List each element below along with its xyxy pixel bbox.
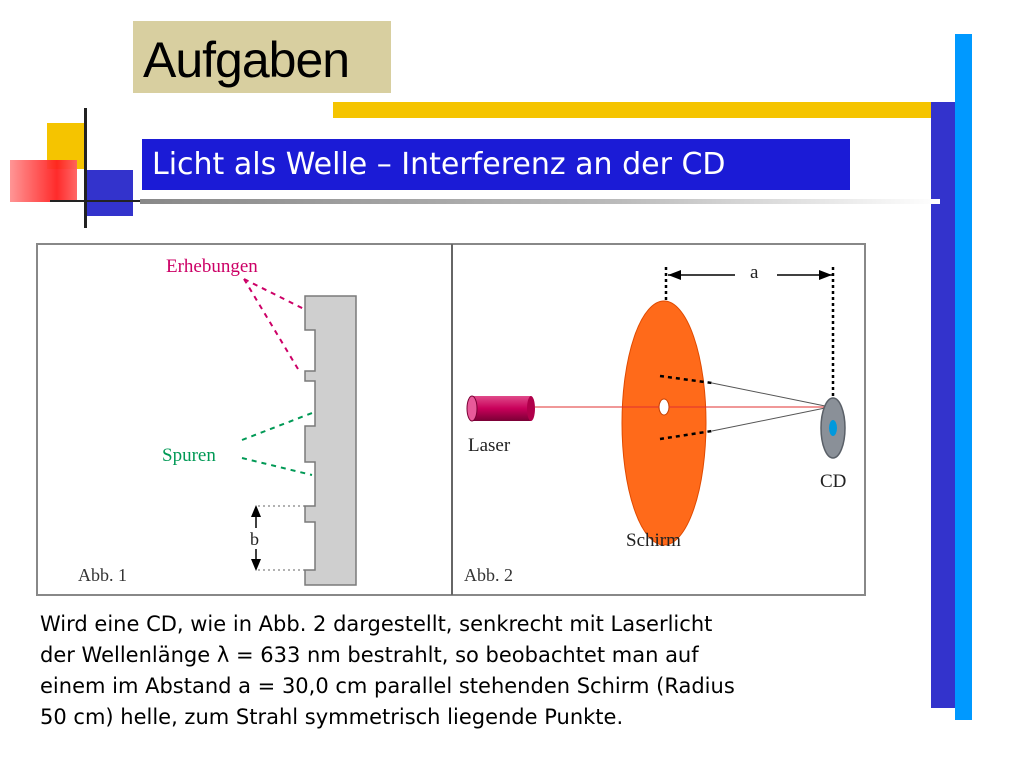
decor-red-square [10,160,77,202]
decor-top-yellow-bar [333,102,933,118]
label-schirm: Schirm [626,530,681,551]
decor-subtitle-underline [140,199,940,204]
caption-abb1: Abb. 1 [78,565,127,585]
label-spuren: Spuren [162,445,216,466]
decor-right-dark-bar [931,102,957,708]
paragraph-line: der Wellenlänge λ = 633 nm bestrahlt, so beobachtet man auf [40,643,699,667]
cd-interference-figure [36,243,866,596]
slide-title: Aufgaben [143,32,350,88]
label-erhebungen: Erhebungen [166,256,258,277]
task-paragraph [40,609,910,733]
decor-vertical-line [84,108,87,228]
laser-front-cap [527,396,535,421]
laser-end-cap [467,396,477,421]
laser-body [472,396,531,421]
paragraph-line: 50 cm) helle, zum Strahl symmetrisch liegende Punkte. [40,705,624,729]
paragraph-line: Wird eine CD, wie in Abb. 2 dargestellt, senkrecht mit Laserlicht [40,612,713,636]
caption-abb2: Abb. 2 [464,565,513,585]
label-laser: Laser [468,435,511,456]
label-a: a [750,262,759,283]
decor-right-light-bar [955,34,972,720]
screen-hole [659,399,669,415]
label-b: b [250,529,259,549]
cd-center [829,420,837,436]
screen-schirm [622,301,706,545]
label-cd: CD [820,471,847,492]
decor-blue-square [87,170,133,216]
paragraph-line: einem im Abstand a = 30,0 cm parallel stehenden Schirm (Radius [40,674,735,698]
slide-subtitle: Licht als Welle – Interferenz an der CD [152,147,726,182]
